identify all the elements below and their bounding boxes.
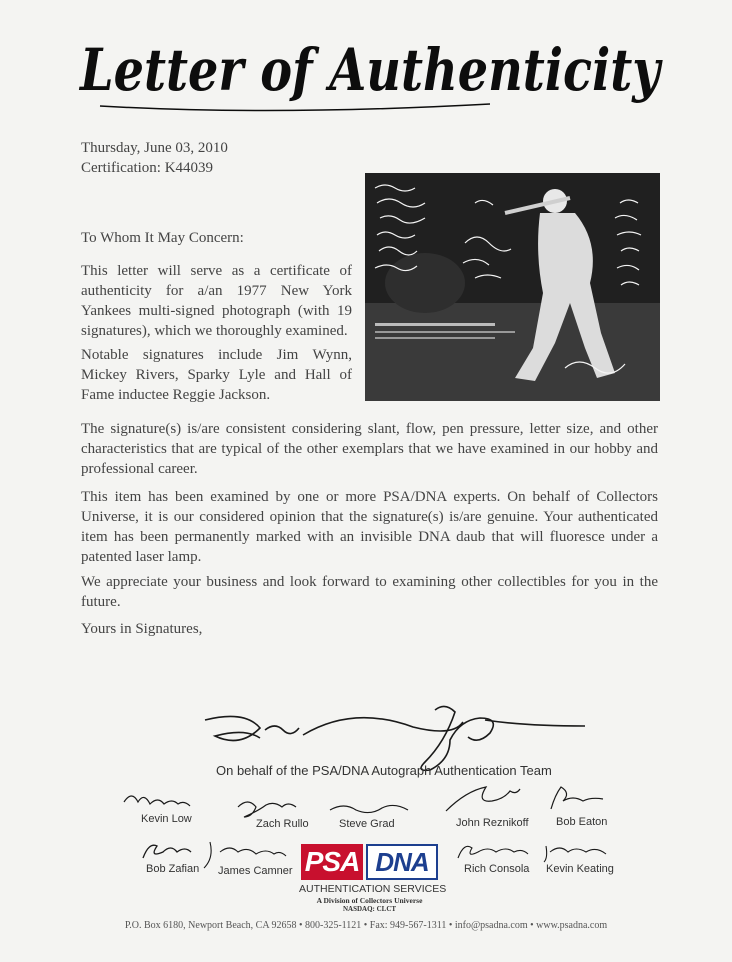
authenticator-name-james-camner: James Camner bbox=[218, 865, 293, 877]
signature-bob-zafian bbox=[137, 838, 197, 864]
dna-logo-text: DNA bbox=[366, 844, 438, 880]
salutation: To Whom It May Concern: bbox=[81, 230, 244, 246]
paragraph-examination: This item has been examined by one or more PSA/DNA experts. On behalf of Collectors Universe, it is our considered opinion that the signature(s) is/are genuine. Your authenticated item has been permanently marked with an invisible DNA daub that will fluoresce under a patented laser lamp. bbox=[81, 489, 658, 565]
division-line: A Division of Collectors Universe bbox=[316, 896, 423, 905]
signed-photograph bbox=[365, 173, 660, 401]
psa-logo-text: PSA bbox=[301, 844, 363, 880]
nasdaq-line: NASDAQ: CLCT bbox=[342, 905, 397, 913]
signature-rich-consola bbox=[452, 838, 532, 864]
paragraph-appreciation: We appreciate your business and look forward to examining other collectibles for you in the future. bbox=[81, 574, 658, 610]
paragraph-consistency: The signature(s) is/are consistent considering slant, flow, pen pressure, letter size, and other characteristics that are typical of the other exemplars that we have examined in our hobby and professional career. bbox=[81, 421, 658, 477]
signature-steve-grad bbox=[324, 800, 414, 820]
signature-kevin-low bbox=[120, 788, 195, 810]
footer-contact: P.O. Box 6180, Newport Beach, CA 92658 • 800-325-1121 • Fax: 949-567-1311 • info@psadna.com • www.psadna.com bbox=[124, 920, 608, 931]
authenticator-name-kevin-low: Kevin Low bbox=[141, 813, 192, 825]
letter-title bbox=[70, 18, 670, 123]
authenticator-name-zach-rullo: Zach Rullo bbox=[256, 818, 309, 830]
letter-title-text: Letter of Authenticity bbox=[78, 36, 664, 104]
authenticator-name-steve-grad: Steve Grad bbox=[339, 818, 395, 830]
letter-meta bbox=[81, 138, 228, 178]
authenticator-name-bob-zafian: Bob Zafian bbox=[146, 863, 200, 875]
team-line: On behalf of the PSA/DNA Autograph Authentication Team bbox=[216, 763, 552, 778]
signature-kevin-keating bbox=[540, 838, 615, 864]
paragraph-notable-signatures: Notable signatures include Jim Wynn, Mickey Rivers, Sparky Lyle and Hall of Fame inductee Reggie Jackson. bbox=[81, 347, 352, 403]
authenticator-name-bob-eaton: Bob Eaton bbox=[556, 816, 608, 828]
authenticator-name-rich-consola: Rich Consola bbox=[464, 863, 530, 875]
psa-dna-logo bbox=[301, 844, 438, 880]
signature-bob-eaton bbox=[541, 783, 611, 813]
certification-number: Certification: K44039 bbox=[81, 160, 214, 176]
authenticator-name-kevin-keating: Kevin Keating bbox=[546, 863, 614, 875]
paragraph-description: This letter will serve as a certificate of authenticity for a/an 1977 New York Yankees multi-signed photograph (with 19 signatures), which we thoroughly examined. bbox=[81, 263, 352, 339]
signature-john-reznikoff bbox=[440, 783, 525, 815]
letter-date: Thursday, June 03, 2010 bbox=[81, 140, 228, 156]
authenticator-name-john-reznikoff: John Reznikoff bbox=[456, 817, 529, 829]
closing: Yours in Signatures, bbox=[81, 621, 203, 637]
authentication-services: AUTHENTICATION SERVICES bbox=[299, 883, 447, 895]
